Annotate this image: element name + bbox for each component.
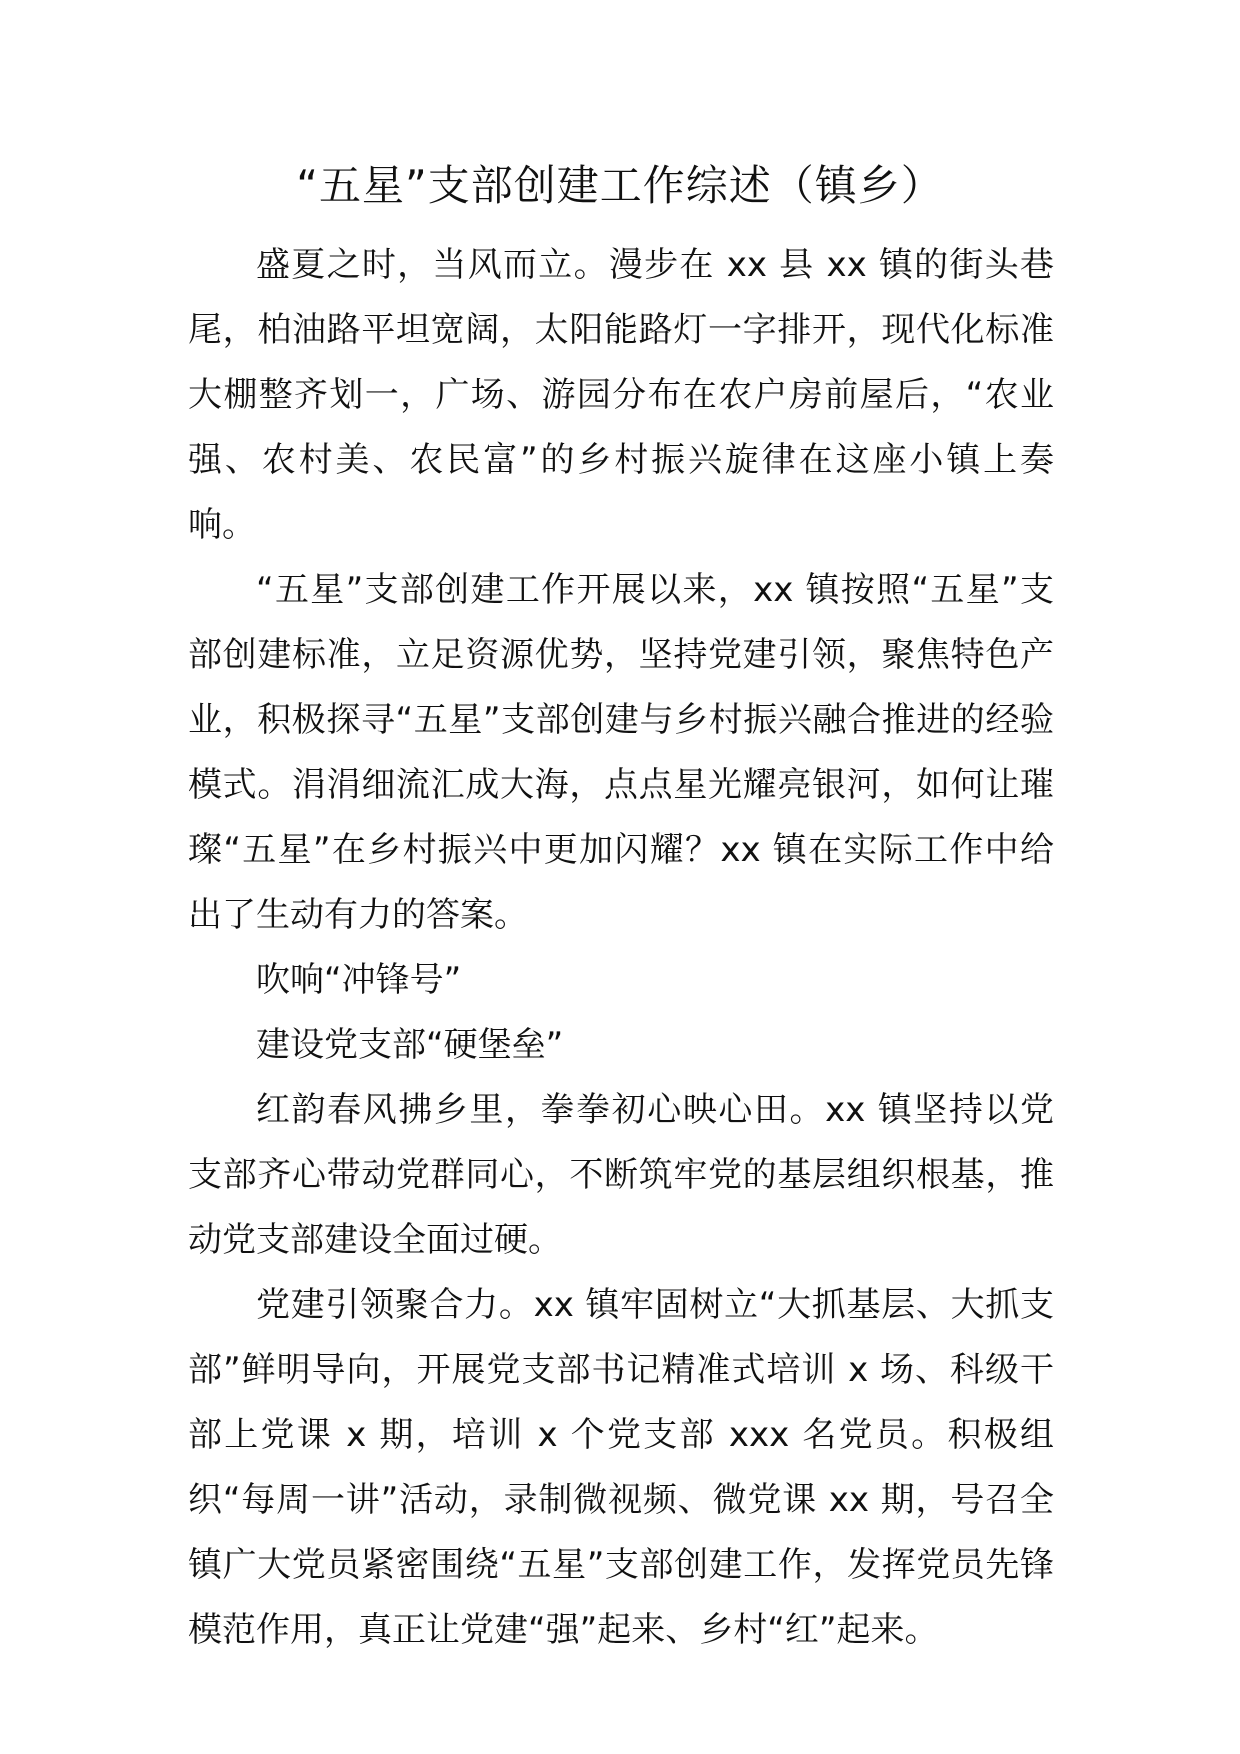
- paragraph-section-intro: 红韵春风拂乡里，拳拳初心映心田。xx 镇坚持以党支部齐心带动党群同心，不断筑牢党的基层组织根基，推动党支部建设全面过硬。: [188, 1090, 1054, 1260]
- section-heading-2: 建设党支部“硬堡垒”: [256, 1025, 564, 1065]
- paragraph-intro: 盛夏之时，当风而立。漫步在 xx 县 xx 镇的街头巷尾，柏油路平坦宽阔，太阳能路灯一字排开，现代化标准大棚整齐划一，广场、游园分布在农户房前屋后，“农业强、农村美、农民富”的乡村振兴旋律在这座小镇上奏响。: [188, 245, 1054, 545]
- document-body: [188, 233, 1054, 1663]
- section-heading-1: 吹响“冲锋号”: [256, 960, 462, 1000]
- paragraph-party-building: 党建引领聚合力。xx 镇牢固树立“大抓基层、大抓支部”鲜明导向，开展党支部书记精准式培训 x 场、科级干部上党课 x 期，培训 x 个党支部 xxx 名党员。积极组织“每周一讲”活动，录制微视频、微党课 xx 期，号召全镇广大党员紧密围绕“五星”支部创建工作，发挥党员先锋模范作用，真正让党建“强”起来、乡村“红”起来。: [188, 1285, 1054, 1650]
- paragraph-overview: “五星”支部创建工作开展以来，xx 镇按照“五星”支部创建标准，立足资源优势，坚持党建引领，聚焦特色产业，积极探寻“五星”支部创建与乡村振兴融合推进的经验模式。涓涓细流汇成大海，点点星光耀亮银河，如何让璀璨“五星”在乡村振兴中更加闪耀？xx 镇在实际工作中给出了生动有力的答案。: [188, 570, 1054, 935]
- document-title: “五星”支部创建工作综述（镇乡）: [296, 161, 944, 210]
